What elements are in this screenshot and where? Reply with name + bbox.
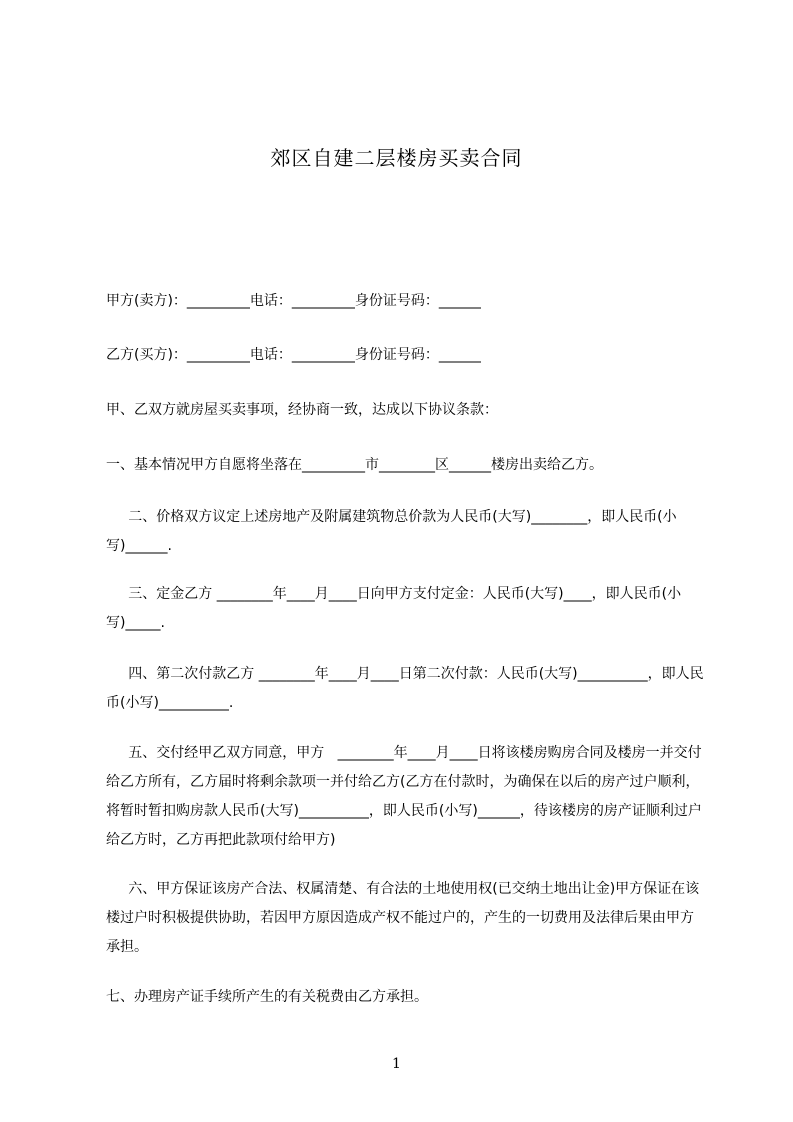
clause-6-guarantee: 六、甲方保证该房产合法、权属清楚、有合法的土地使用权(已交纳土地出让金)甲方保证在该楼过户时积极提供协助，若因甲方原因造成产权不能过户的，产生的一切费用及法律后果由甲方承担。 (106, 881, 700, 955)
page-number: 1 (392, 1056, 401, 1072)
document-title: 郊区自建二层楼房买卖合同 (270, 146, 523, 170)
clause-1-basic-info: 一、基本情况甲方自愿将坐落在_________市________区______楼房出卖给乙方。 (106, 457, 603, 473)
clause-2-price: 二、价格双方议定上述房地产及附属建筑物总价款为人民币(大写)________，即人民币(小写)______. (106, 509, 677, 554)
clause-7-taxes: 七、办理房产证手续所产生的有关税费由乙方承担。 (106, 989, 428, 1005)
party-a-line: 甲方(卖方)：_________电话：_________身份证号码：______ (106, 293, 481, 309)
clause-5-delivery: 五、交付经甲乙双方同意，甲方 ________年____月____日将该楼房购房合同及楼房一并交付给乙方所有，乙方届时将剩余款项一并付给乙方(乙方在付款时，为确保在以后的房产过户顺利，将暂时暂扣购房款人民币(大写)__________，即人民币(小写)______，待该楼房的房产证顺利过户给乙方时，乙方再把此款项付给甲方) (106, 745, 702, 848)
clause-3-deposit: 三、定金乙方 ________年____月____日向甲方支付定金：人民币(大写)____，即人民币(小写)_____. (106, 586, 682, 631)
party-b-line: 乙方(买方)：_________电话：_________身份证号码：______ (106, 347, 481, 363)
agreement-intro: 甲、乙双方就房屋买卖事项，经协商一致，达成以下协议条款： (106, 402, 498, 418)
clause-4-second-payment: 四、第二次付款乙方 ________年____月____日第二次付款：人民币(大写)__________，即人民币(小写)__________. (106, 666, 704, 711)
